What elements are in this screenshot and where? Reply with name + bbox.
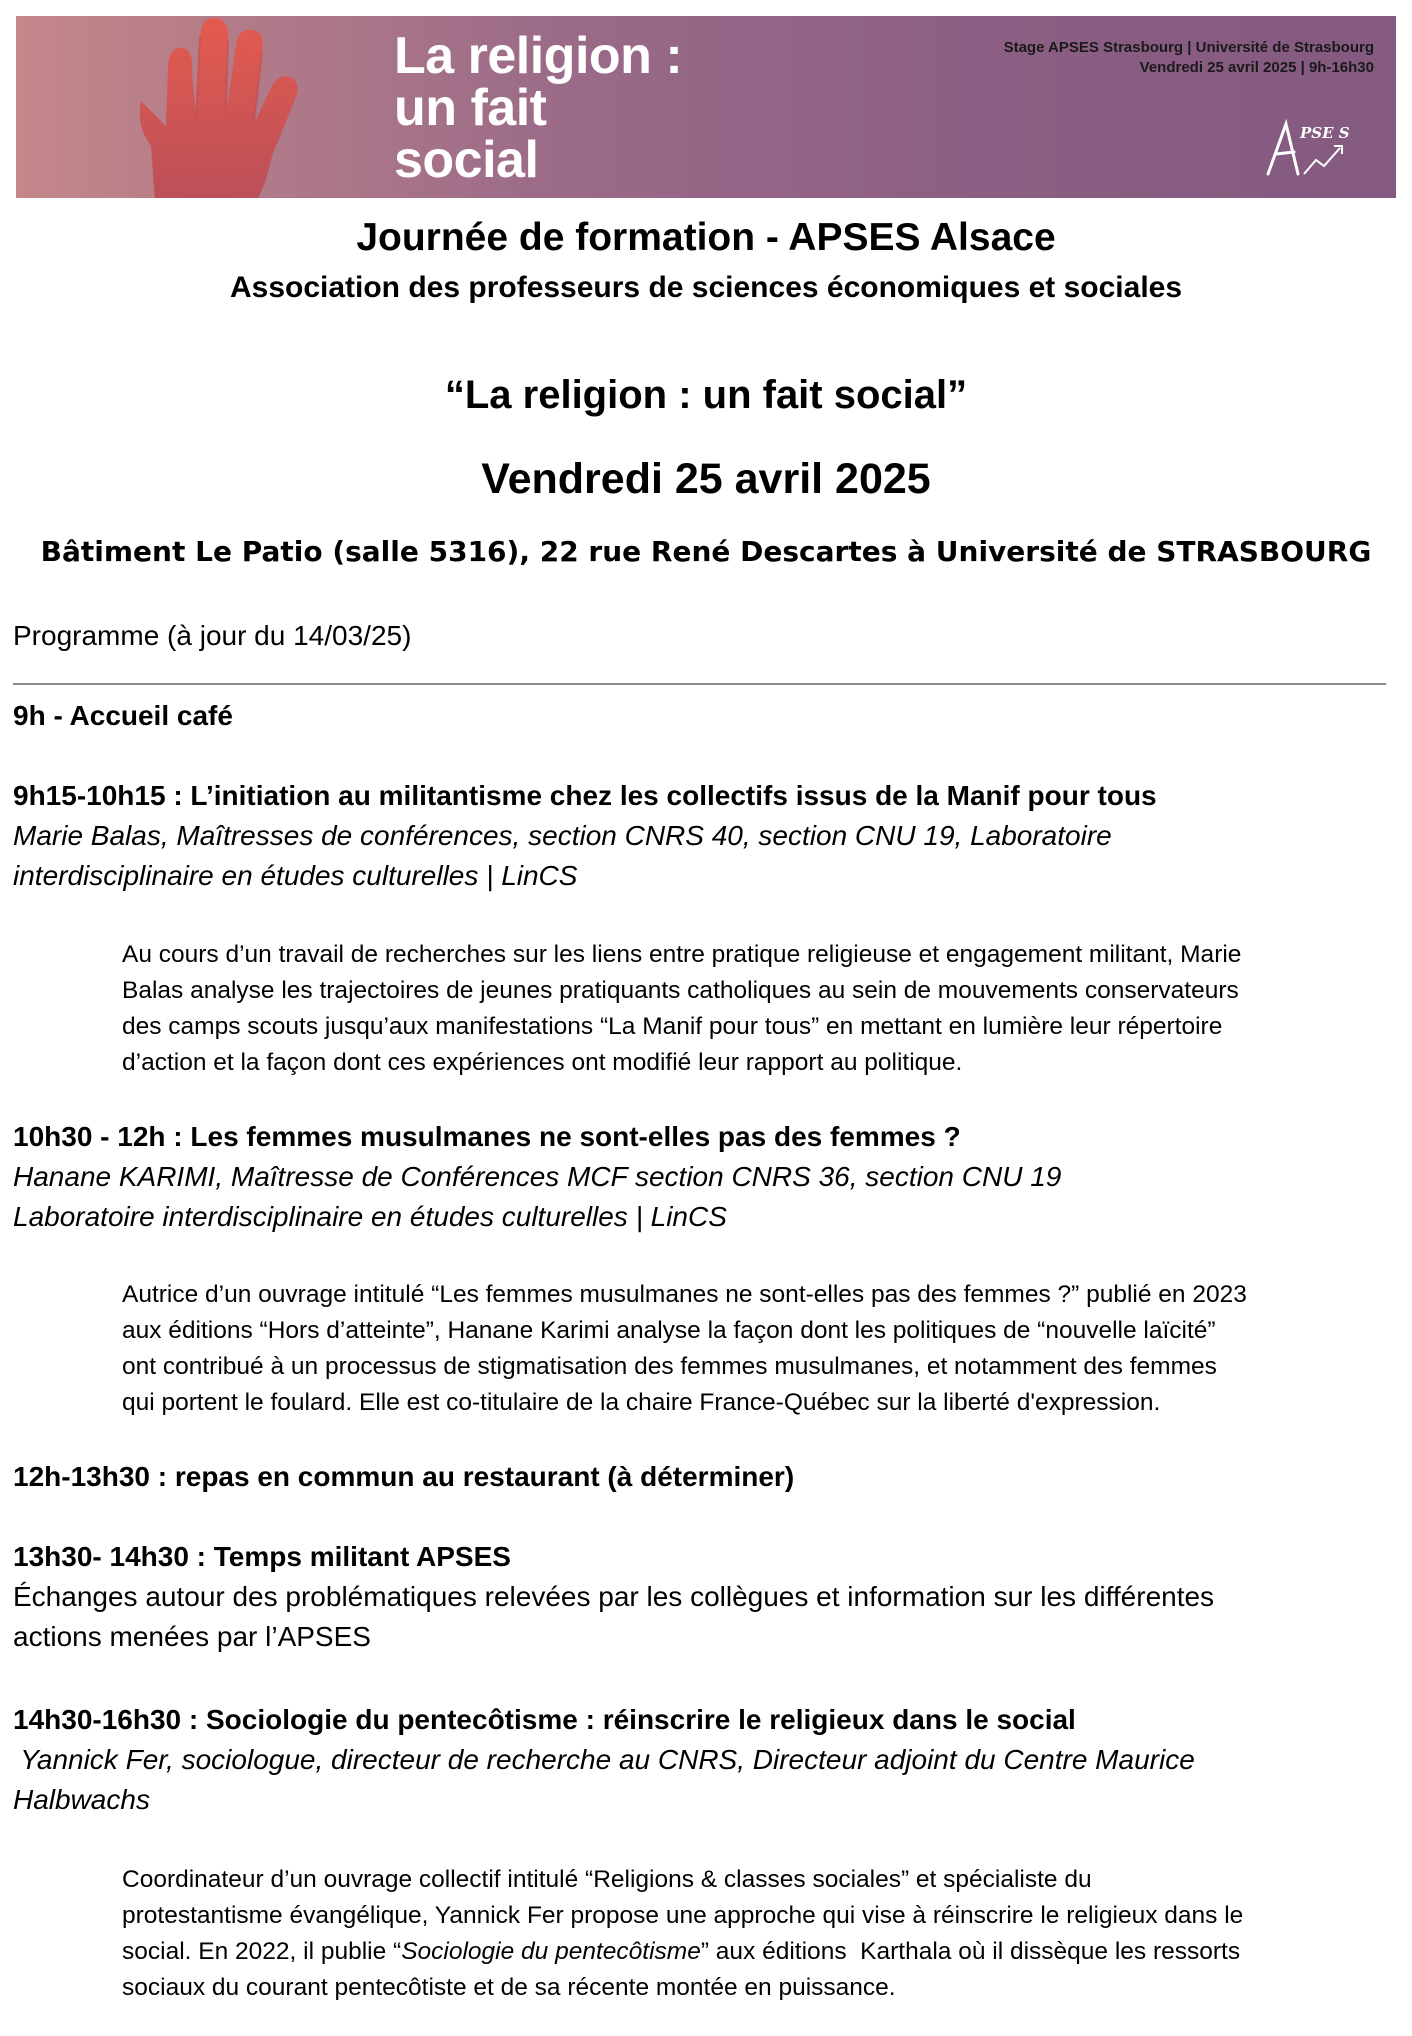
banner-title-line-3: social (394, 131, 539, 189)
session-2-title: 9h15-10h15 : L’initiation au militantisme chez les collectifs issus de la Manif pour tous (13, 780, 1157, 811)
banner-info-line-2: Vendredi 25 avril 2025 | 9h-16h30 (1139, 59, 1374, 76)
session-3-speaker-line-1: Hanane KARIMI, Maîtresse de Conférences MCF section CNRS 36, section CNU 19 (13, 1161, 1062, 1192)
session-6-speaker-line-2: Halbwachs (13, 1784, 150, 1815)
session-6-desc-line: protestantisme évangélique, Yannick Fer propose une approche qui vise à réinscrire le religieux dans le (122, 1902, 1244, 1929)
session-3-desc-line: ont contribué à un processus de stigmatisation des femmes musulmanes, et notamment des femmes (122, 1353, 1217, 1380)
session-3-desc-line: aux éditions “Hors d’atteinte”, Hanane Karimi analyse la façon dont les politiques de “nouvelle laïcité” (122, 1317, 1216, 1344)
session-2-description (122, 937, 1392, 1081)
session-5-text-line-2: actions menées par l’APSES (13, 1621, 371, 1652)
program-label: Programme (à jour du 14/03/25) (13, 620, 412, 651)
banner-event-info (1004, 38, 1374, 78)
session-6-title: 14h30-16h30 : Sociologie du pentecôtisme : réinscrire le religieux dans le social (13, 1704, 1076, 1735)
session-3-description (122, 1277, 1392, 1421)
divider (13, 683, 1386, 685)
session-6-desc-line (122, 1934, 1392, 1970)
session-4-title: 12h-13h30 : repas en commun au restaurant (à déterminer) (13, 1461, 795, 1492)
session-2-speaker-line-2: interdisciplinaire en études culturelles | LinCS (13, 860, 578, 891)
svg-text:PSE S: PSE S (1300, 124, 1350, 142)
session-5-title: 13h30- 14h30 : Temps militant APSES (13, 1541, 511, 1572)
session-3-desc-line: Autrice d’un ouvrage intitulé “Les femmes musulmanes ne sont-elles pas des femmes ?” publié en 2023 (122, 1281, 1247, 1308)
apses-logo (1264, 116, 1350, 182)
session-6-speaker-line-1: Yannick Fer, sociologue, directeur de recherche au CNRS, Directeur adjoint du Centre Maurice (13, 1744, 1195, 1775)
banner-title-line-2: un fait (394, 79, 547, 137)
session-3-desc-line: qui portent le foulard. Elle est co-titulaire de la chaire France-Québec sur la liberté d'expression. (122, 1389, 1161, 1416)
header-banner (16, 16, 1396, 198)
session-2-desc-line: Balas analyse les trajectoires de jeunes pratiquants catholiques au sein de mouvements conservateurs (122, 977, 1239, 1004)
session-2-desc-line: d’action et la façon dont ces expériences ont modifié leur rapport au politique. (122, 1049, 963, 1076)
session-1-title: 9h - Accueil café (13, 700, 233, 731)
event-location: Bâtiment Le Patio (salle 5316), 22 rue René Descartes à Université de STRASBOURG (40, 535, 1372, 568)
session-2-speaker-line-1: Marie Balas, Maîtresses de conférences, section CNRS 40, section CNU 19, Laboratoire (13, 820, 1112, 851)
page-subtitle: Association des professeurs de sciences économiques et sociales (229, 271, 1183, 304)
session-6-description (122, 1862, 1392, 2006)
session-3-title: 10h30 - 12h : Les femmes musulmanes ne sont-elles pas des femmes ? (13, 1121, 961, 1152)
apses-logo-icon (1264, 116, 1350, 182)
session-6-desc-line: Coordinateur d’un ouvrage collectif intitulé “Religions & classes sociales” et spécialiste du (122, 1866, 1092, 1893)
event-date: Vendredi 25 avril 2025 (481, 455, 931, 503)
session-6-desc-text: social. En 2022, il publie “ (122, 1938, 402, 1965)
banner-title (394, 27, 683, 189)
banner-info-line-1: Stage APSES Strasbourg | Université de Strasbourg (1003, 39, 1374, 56)
session-6-desc-line: sociaux du courant pentecôtiste et de sa récente montée en puissance. (122, 1974, 896, 2001)
event-title: “La religion : un fait social” (444, 373, 968, 417)
session-5-text-line-1: Échanges autour des problématiques relevées par les collègues et information sur les différentes (13, 1581, 1215, 1612)
raised-hand-image (96, 16, 356, 198)
session-2-desc-line: des camps scouts jusqu’aux manifestations “La Manif pour tous” en mettant en lumière leur répertoire (122, 1013, 1223, 1040)
banner-title-line-1: La religion : (394, 27, 683, 85)
page-title: Journée de formation - APSES Alsace (356, 216, 1056, 259)
book-title: Sociologie du pentecôtisme (401, 1938, 701, 1965)
session-3-speaker-line-2: Laboratoire interdisciplinaire en études culturelles | LinCS (13, 1201, 727, 1232)
session-6-desc-text: ” aux éditions Karthala où il dissèque les ressorts (700, 1938, 1241, 1965)
session-2-desc-line: Au cours d’un travail de recherches sur les liens entre pratique religieuse et engagement militant, Marie (122, 941, 1242, 968)
